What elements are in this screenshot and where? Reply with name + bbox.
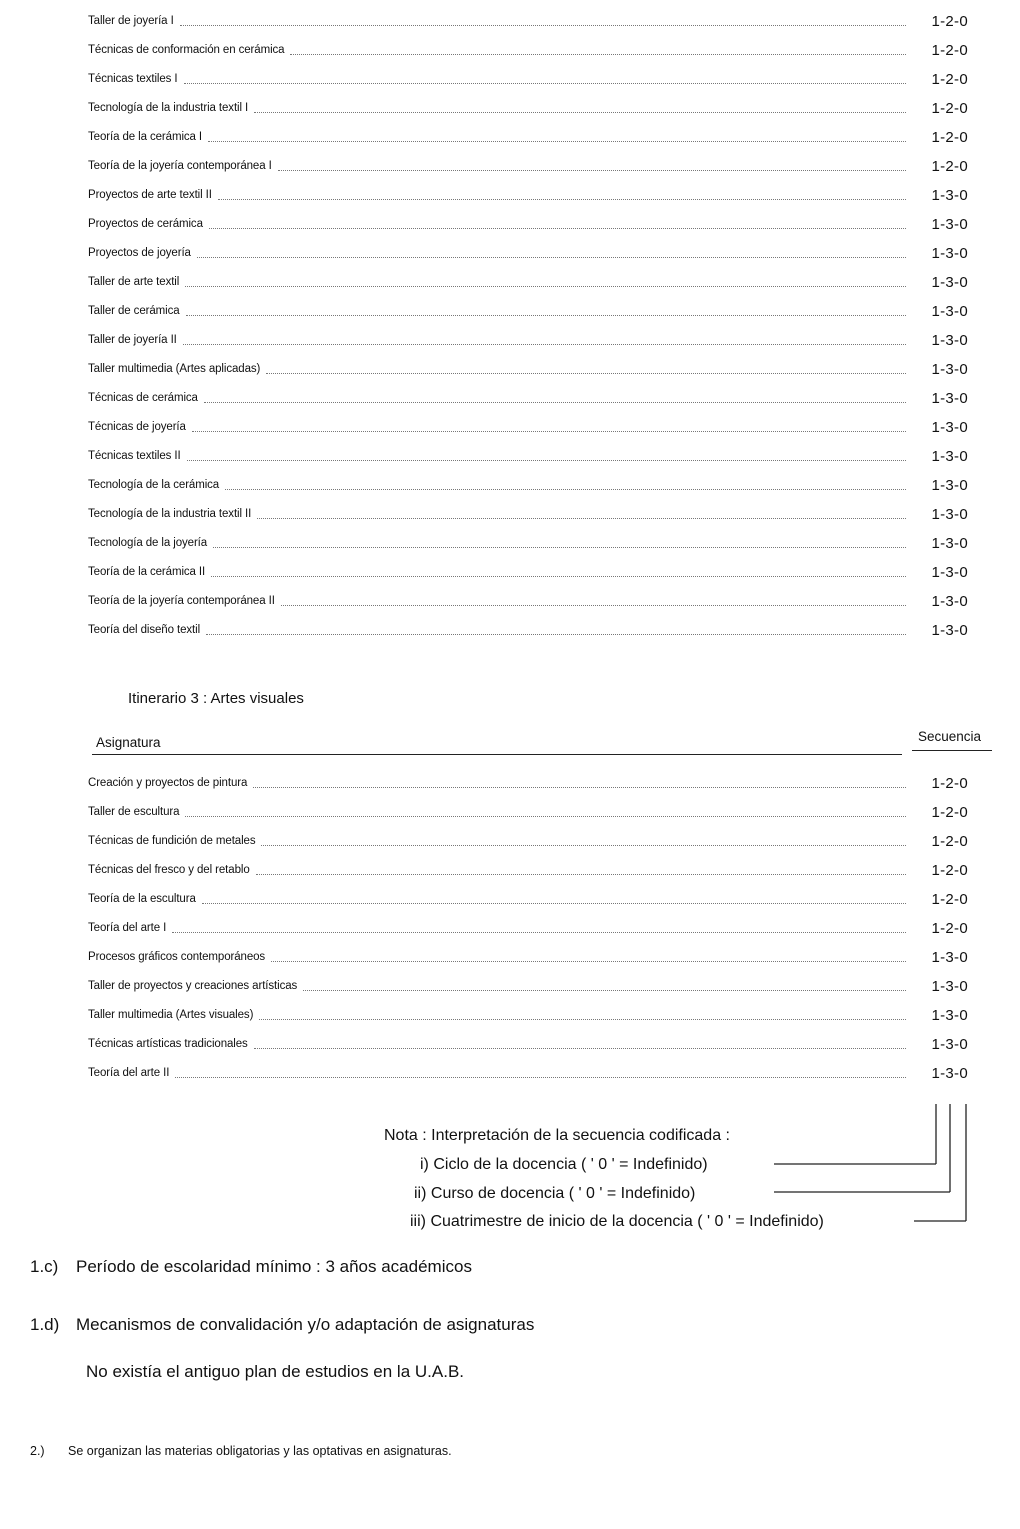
subject-name: Procesos gráficos contemporáneos (88, 951, 266, 963)
sequence-code: 1-3-0 (931, 505, 968, 523)
subject-name: Teoría de la cerámica II (88, 566, 206, 578)
subject-name: Tecnología de la industria textil II (88, 508, 252, 520)
sequence-code: 1-3-0 (931, 534, 968, 552)
subject-name: Teoría de la joyería contemporánea II (88, 595, 275, 607)
sequence-code: 1-2-0 (931, 774, 968, 792)
section-2-number: 2.) (30, 1444, 45, 1458)
note-item-i: i) Ciclo de la docencia ( ' 0 ' = Indefinido) (420, 1156, 708, 1173)
sequence-code: 1-3-0 (931, 621, 968, 639)
sequence-code: 1-2-0 (931, 832, 968, 850)
section-1d-body: No existía el antiguo plan de estudios en la U.A.B. (86, 1362, 465, 1381)
subject-name: Técnicas del fresco y del retablo (88, 864, 250, 876)
subject-name: Teoría de la cerámica I (88, 131, 203, 143)
sequence-code: 1-3-0 (931, 302, 968, 320)
subject-name: Técnicas de fundición de metales (88, 835, 256, 847)
subject-name: Teoría del diseño textil (88, 624, 201, 636)
subject-name: Proyectos de joyería (88, 247, 191, 259)
sequence-code: 1-3-0 (931, 476, 968, 494)
subject-name: Técnicas de joyería (88, 421, 186, 433)
sequence-code: 1-3-0 (931, 389, 968, 407)
subject-name: Técnicas textiles I (88, 73, 178, 85)
note-title: Nota : Interpretación de la secuencia codificada : (384, 1127, 730, 1144)
sequence-code: 1-3-0 (931, 592, 968, 610)
subject-name: Taller multimedia (Artes aplicadas) (88, 363, 261, 375)
section-1d-text: Mecanismos de convalidación y/o adaptación de asignaturas (76, 1315, 535, 1334)
subject-name: Tecnología de la joyería (88, 537, 208, 549)
itinerary-title: Itinerario 3 : Artes visuales (128, 690, 304, 707)
subject-name: Tecnología de la cerámica (88, 479, 220, 491)
section-1c-number: 1.c) (30, 1257, 59, 1276)
sequence-code: 1-3-0 (931, 418, 968, 436)
sequence-code: 1-3-0 (931, 360, 968, 378)
subject-name: Proyectos de arte textil II (88, 189, 212, 201)
sequence-code: 1-2-0 (931, 128, 968, 146)
sequence-code: 1-3-0 (931, 948, 968, 966)
sequence-code: 1-3-0 (931, 244, 968, 262)
subject-name: Taller de proyectos y creaciones artísticas (88, 980, 298, 992)
sequence-code: 1-2-0 (931, 99, 968, 117)
subject-name: Tecnología de la industria textil I (88, 102, 249, 114)
sequence-code: 1-2-0 (931, 41, 968, 59)
sequence-code: 1-2-0 (931, 919, 968, 937)
sequence-code: 1-2-0 (931, 803, 968, 821)
subject-name: Teoría de la joyería contemporánea I (88, 160, 272, 172)
sequence-code: 1-2-0 (931, 890, 968, 908)
note-item-iii: iii) Cuatrimestre de inicio de la docencia ( ' 0 ' = Indefinido) (410, 1213, 824, 1230)
subject-name: Técnicas artísticas tradicionales (88, 1038, 248, 1050)
section-2-text: Se organizan las materias obligatorias y las optativas en asignaturas. (68, 1444, 452, 1458)
sequence-code: 1-2-0 (931, 157, 968, 175)
sequence-code: 1-2-0 (931, 12, 968, 30)
sequence-code: 1-2-0 (931, 70, 968, 88)
sequence-code: 1-3-0 (931, 563, 968, 581)
note-item-ii: ii) Curso de docencia ( ' 0 ' = Indefinido) (414, 1185, 696, 1202)
column-header-subject: Asignatura (96, 735, 161, 750)
subject-name: Taller de cerámica (88, 305, 180, 317)
subject-name: Taller de joyería II (88, 334, 177, 346)
section-1d-number: 1.d) (30, 1315, 60, 1334)
sequence-code: 1-3-0 (931, 273, 968, 291)
sequence-code: 1-3-0 (931, 215, 968, 233)
subject-name: Técnicas de conformación en cerámica (88, 44, 285, 56)
subject-name: Teoría del arte II (88, 1067, 170, 1079)
subject-name: Taller de escultura (88, 806, 180, 818)
sequence-code: 1-3-0 (931, 1035, 968, 1053)
subject-name: Taller de arte textil (88, 276, 180, 288)
sequence-code: 1-2-0 (931, 861, 968, 879)
sequence-code: 1-3-0 (931, 977, 968, 995)
sequence-code: 1-3-0 (931, 447, 968, 465)
subject-name: Teoría de la escultura (88, 893, 196, 905)
subject-name: Técnicas textiles II (88, 450, 181, 462)
sequence-code: 1-3-0 (931, 331, 968, 349)
sequence-code: 1-3-0 (931, 1006, 968, 1024)
section-1c-text: Período de escolaridad mínimo : 3 años académicos (76, 1257, 472, 1276)
subject-name: Proyectos de cerámica (88, 218, 203, 230)
subject-name: Taller multimedia (Artes visuales) (88, 1009, 254, 1021)
sequence-code: 1-3-0 (931, 186, 968, 204)
subject-name: Teoría del arte I (88, 922, 167, 934)
column-header-sequence: Secuencia (918, 729, 982, 744)
sequence-code: 1-3-0 (931, 1064, 968, 1082)
subject-name: Técnicas de cerámica (88, 392, 198, 404)
subject-name: Taller de joyería I (88, 15, 174, 27)
subject-name: Creación y proyectos de pintura (88, 777, 248, 789)
